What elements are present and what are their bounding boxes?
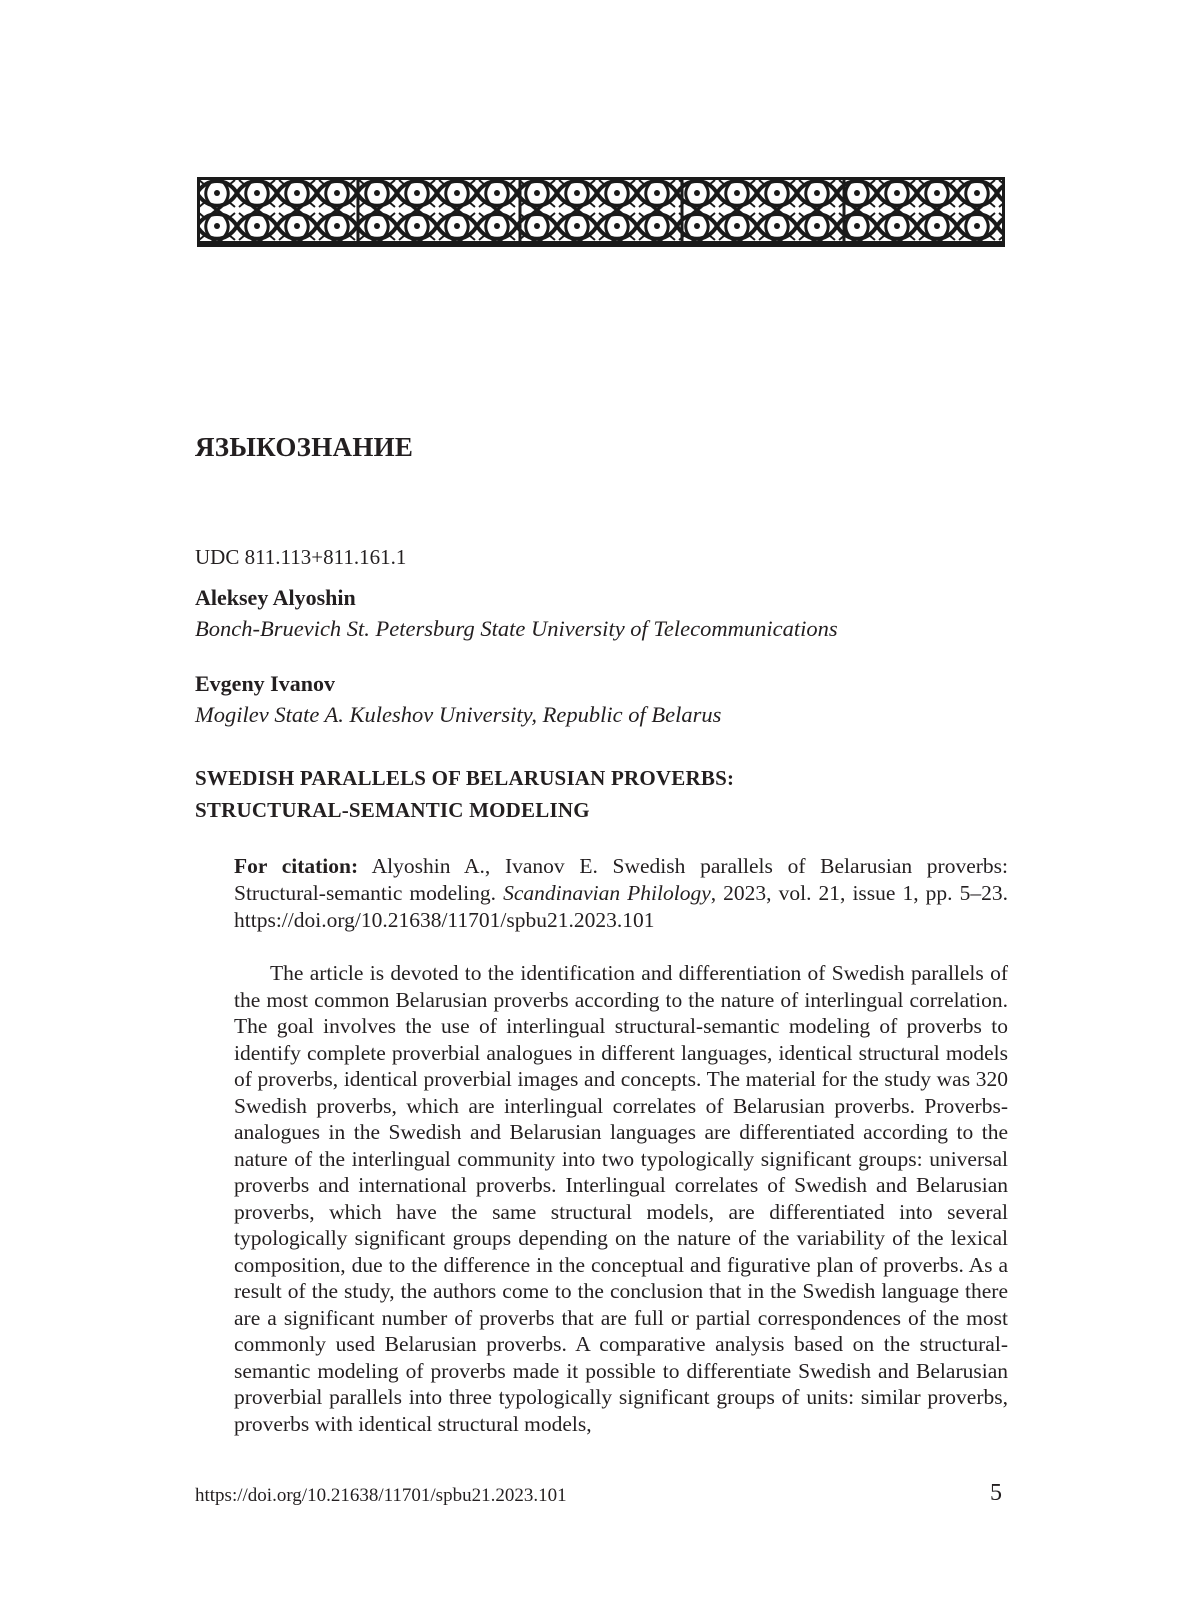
article-title — [195, 762, 955, 826]
citation-journal: Scandinavian Philology — [503, 881, 711, 905]
author-name-2: Evgeny Ivanov — [195, 671, 335, 696]
page-number: 5 — [990, 1480, 1002, 1506]
article-title-line-1: SWEDISH PARALLELS OF BELARUSIAN PROVERBS: — [195, 766, 735, 790]
knotwork-ornament-svg — [197, 177, 1005, 247]
abstract-text: The article is devoted to the identification and differentiation of Swedish parallels of the most common Belarusian proverbs according to the nature of interlingual correlation. The goal involves the use of interlingual structural-semantic modeling of proverbs to identify complete proverbial analogues in different languages, identical structural models of proverbs, identical proverbial images and concepts. The material for the study was 320 Swedish proverbs, which are interlingual correlates of Belarusian proverbs. Proverbs-analogues in the Swedish and Belarusian languages are differentiated according to the nature of the interlingual community into two typologically significant groups: universal proverbs and international proverbs. Interlingual correlates of Swedish and Belarusian proverbs, which have the same structural models, are differentiated into several typologically significant groups depending on the nature of the variability of the lexical composition, due to the difference in the conceptual and figurative plan of proverbs. As a result of the study, the authors come to the conclusion that in the Swedish language there are a significant number of proverbs that are full or partial correspondences of the most commonly used Belarusian proverbs. A comparative analysis based on the structural-semantic modeling of proverbs made it possible to differentiate Swedish and Belarusian proverbial parallels into three typologically significant groups of units: similar proverbs, proverbs with identical structural models, — [234, 961, 1008, 1436]
citation-text-after: , 2023, vol. 21, issue 1, pp. 5–23. https://doi.org/10.21638/11701/spbu21.2023.101 — [234, 881, 1008, 932]
knotwork-ornament-band — [197, 177, 1005, 247]
author-affiliation-1: Bonch-Bruevich St. Petersburg State University of Telecommunications — [195, 616, 838, 641]
citation-block — [234, 853, 1008, 934]
author-affiliation-2: Mogilev State A. Kuleshov University, Republic of Belarus — [195, 702, 722, 727]
citation-text-before: Alyoshin A., Ivanov E. Swedish parallels of Belarusian proverbs: Structural-semantic modeling. — [234, 854, 1009, 905]
article-title-line-2: STRUCTURAL-SEMANTIC MODELING — [195, 798, 590, 822]
author-name-1: Aleksey Alyoshin — [195, 585, 356, 610]
citation-label: For citation: — [234, 854, 359, 878]
footer-doi: https://doi.org/10.21638/11701/spbu21.2023.101 — [195, 1485, 567, 1506]
udc-code: UDC 811.113+811.161.1 — [195, 545, 407, 569]
section-title: ЯЗЫКОЗНАНИЕ — [195, 432, 414, 462]
